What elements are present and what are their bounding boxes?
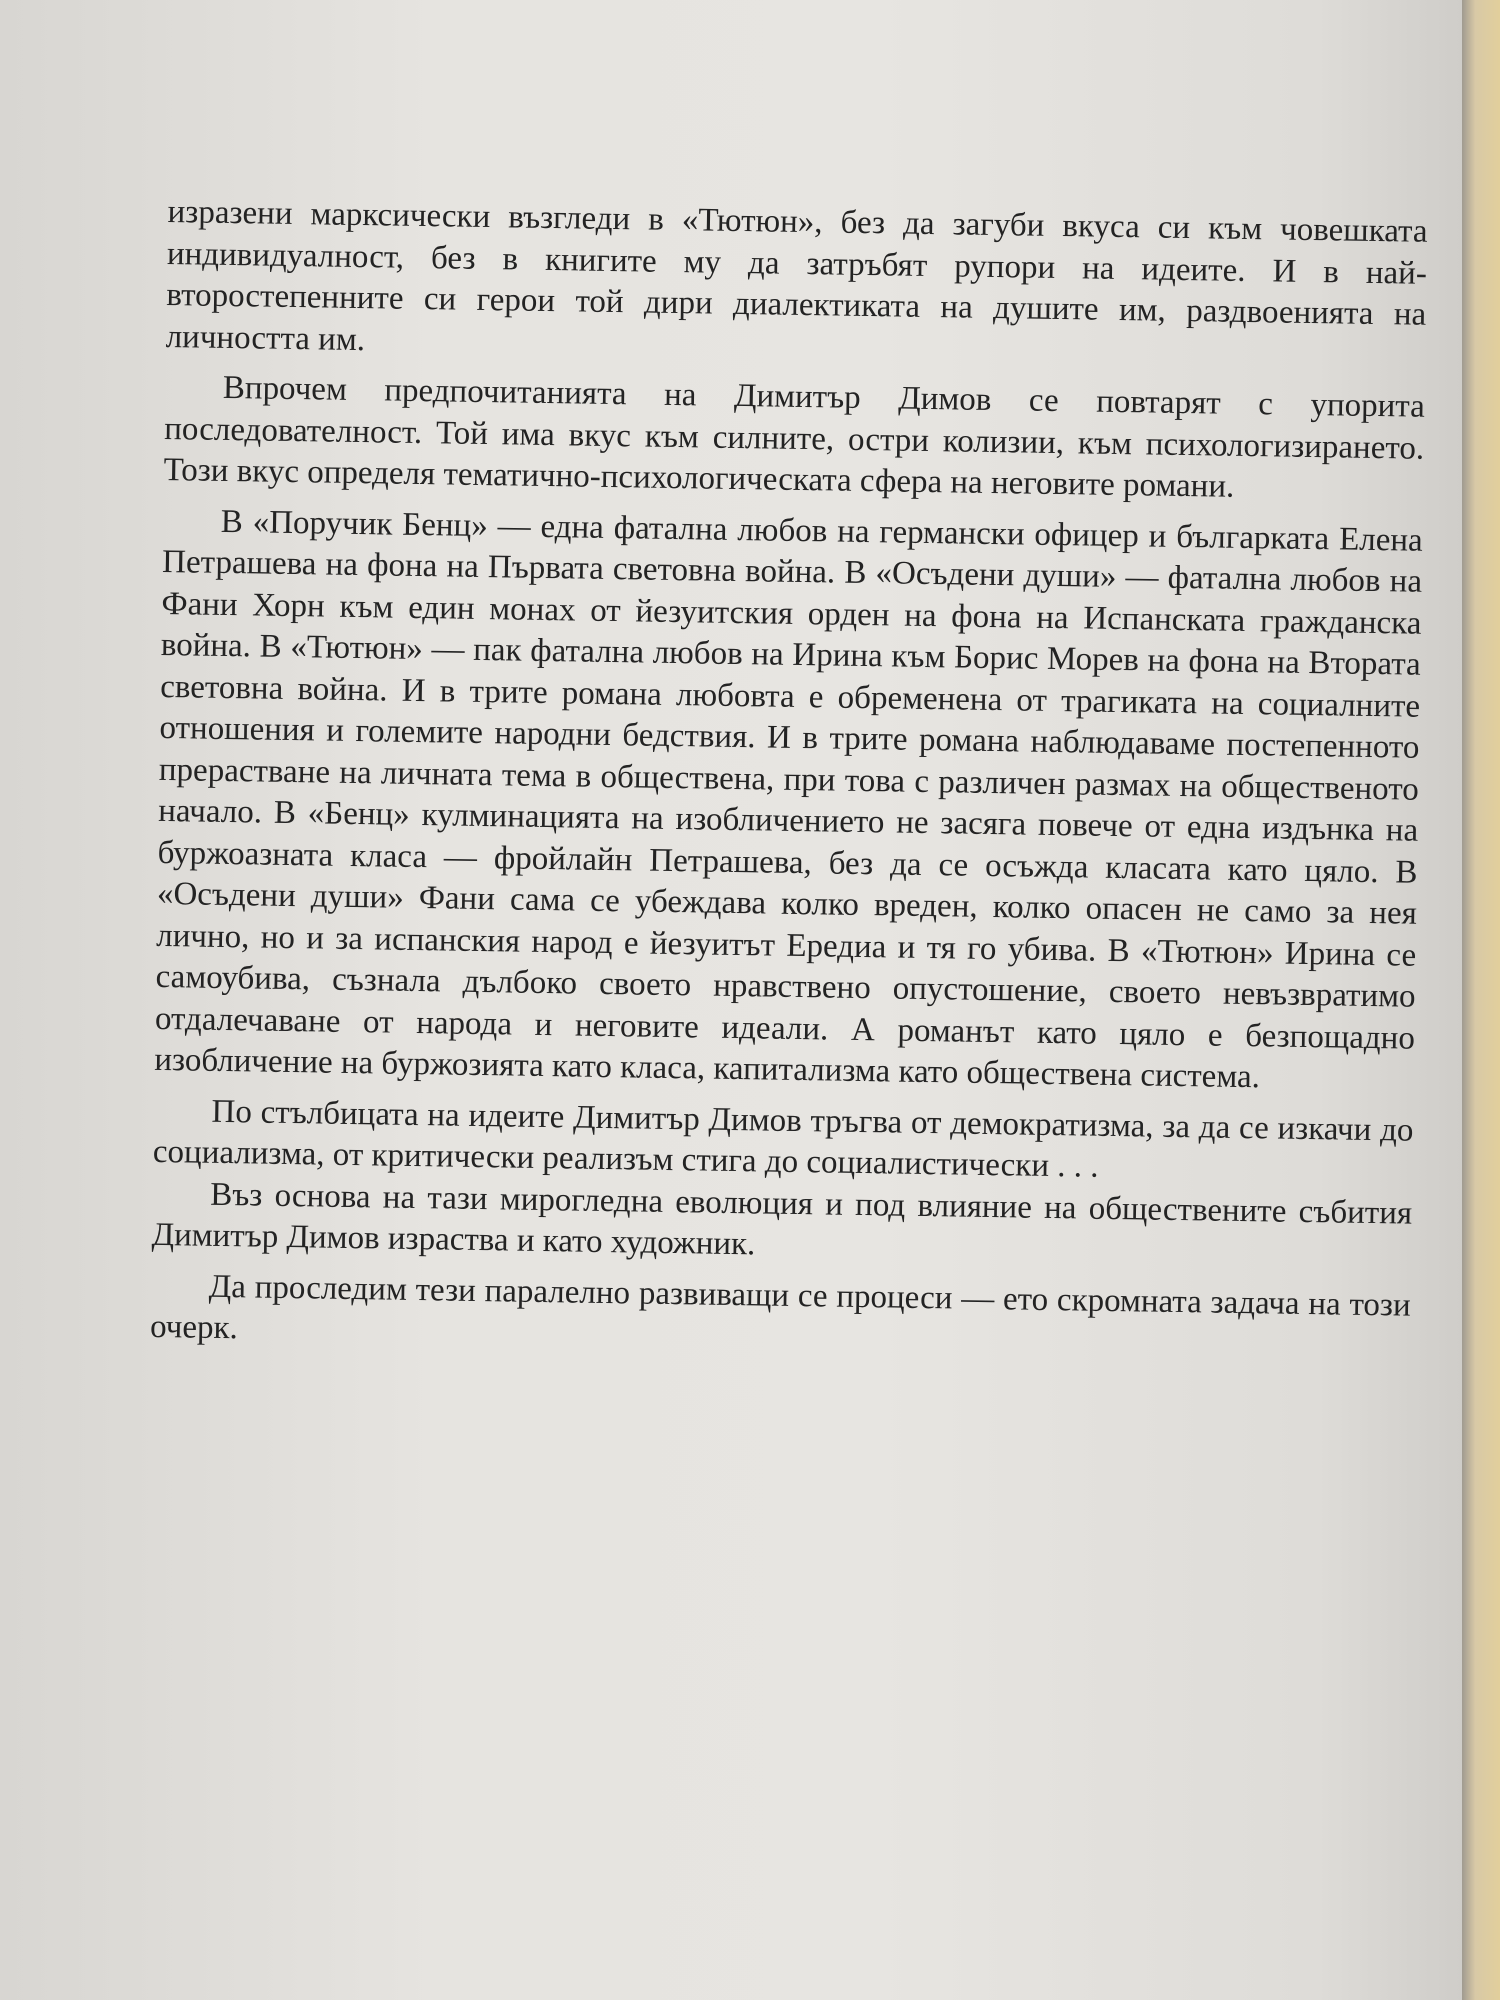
paragraph-4: По стълбицата на идеите Димитър Димов тръгва от демократизма, за да се изкачи до социализма, от критически реализъм стига до социалистически . . . — [152, 1093, 1414, 1185]
paragraph-1: изразени марксически възгледи в «Тютюн», без да загуби вкуса си към човешката индивидуалност, без в книгите му да затръбят рупори на идеите. И в най-второстепенните си герои той дири диалектиката на душите им, раздвоенията на личността им. — [165, 193, 1428, 358]
paragraph-6: Да проследим тези паралелно развиващи се процеси — ето скромната задача на този очерк. — [149, 1268, 1411, 1347]
paragraph-3: В «Поручик Бенц» — една фатална любов на германски офицер и българката Елена Петрашева на фона на Първата световна война. В «Осъдени души» — фатална любов на Фани Хорн към един монах от йезуитския орден на фона на Испанската гражданска война. В «Тютюн» — пак фатална любов на Ирина към Борис Морев на фона на Втората световна война. И в трите романа любовта е обременена от трагиката на социалните отношения и големите народни бедствия. И в трите романа наблюдаваме постепенното прерастване на личната тема в обществена, при това с различен размах на общественото начало. В «Бенц» кулминацията на изобличението не засяга повече от една издънка на буржоазната класа — фройлайн Петрашева, без да се осъжда класата като цяло. В «Осъдени души» Фани сама се убеждава колко вреден, колко опасен не само за нея лично, но и за испанския народ е йезуитът Ередиа и тя го убива. В «Тютюн» Ирина се самоубива, съзнала дълбоко своето нравствено опустошение, своето невъзвратимо отдалечаване от народа и неговите идеали. А романът като цяло е безпощадно изобличение на буржозията като класа, капитализма като обществена система. — [154, 503, 1423, 1096]
page-edge — [1462, 0, 1500, 2000]
paragraph-2: Впрочем предпочитанията на Димитър Димов се повтарят с упорита последователност. Той има вкус към силните, остри колизии, към психологизирането. Този вкус определя тематично-психологическата сфера на неговите романи. — [163, 369, 1426, 505]
paragraph-5: Въз основа на тази мирогледна еволюция и под влияние на обществените събития Димитър Димов израства и като художник. — [151, 1176, 1413, 1263]
text-body — [150, 192, 1428, 1377]
